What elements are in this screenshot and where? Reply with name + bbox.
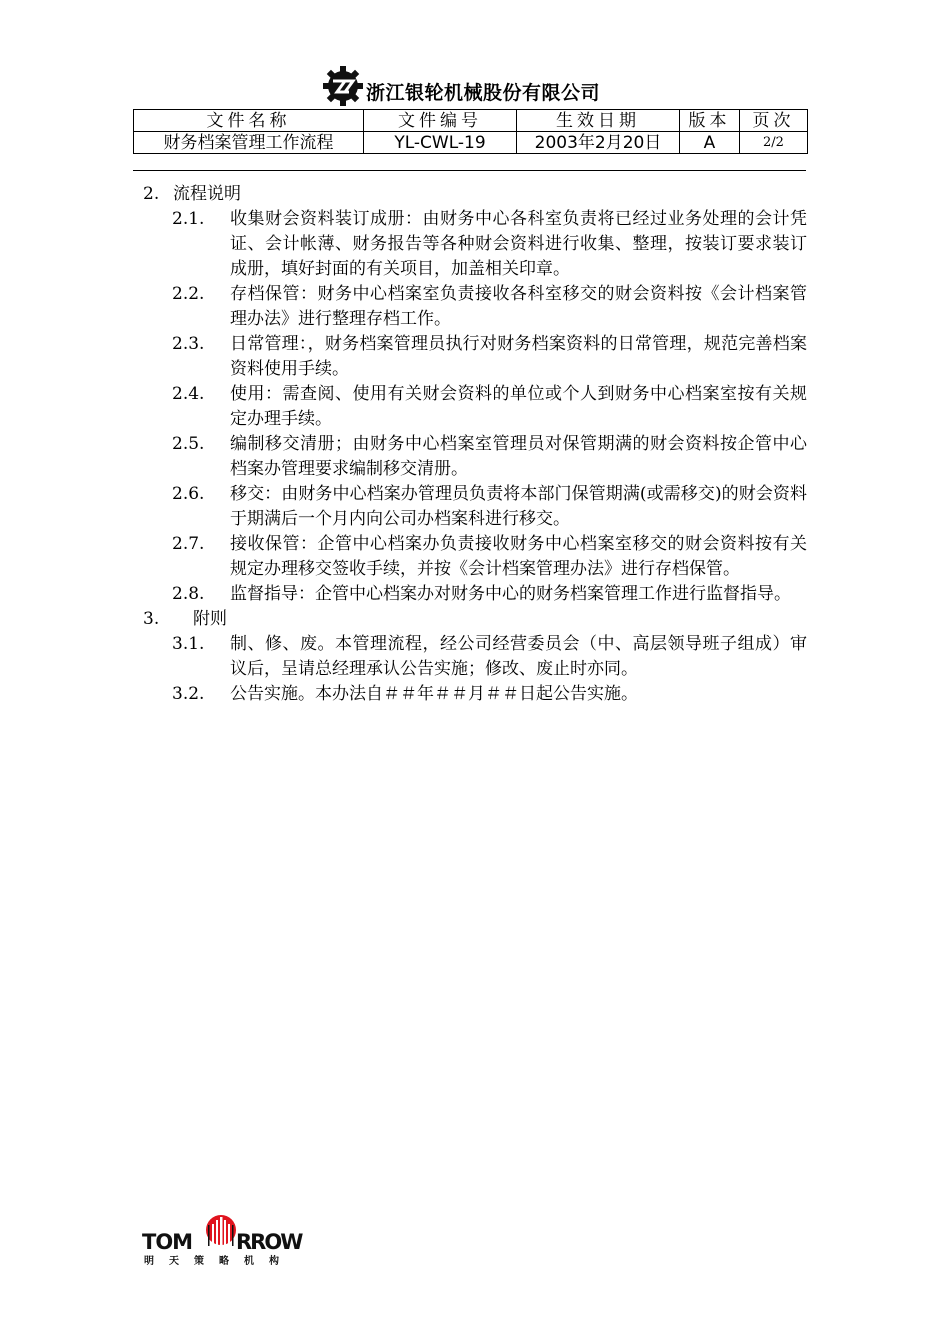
doc-info-header-cell: 生效日期 (517, 110, 680, 132)
list-item (172, 432, 807, 482)
svg-text:TOM: TOM (142, 1230, 193, 1254)
item-number: 2.7. (172, 534, 205, 554)
yinlun-company-logo-icon (322, 65, 364, 107)
effective-date-value: 2003年2月20日 (517, 132, 680, 154)
doc-title-value: 财务档案管理工作流程 (134, 132, 364, 154)
list-item (172, 682, 807, 707)
item-text: 接收保管：企管中心档案办负责接收财务中心档案室移交的财会资料按有关规定办理移交签收手续，并按《会计档案管理办法》进行存档保管。 (230, 534, 807, 579)
item-text: 编制移交清册；由财务中心档案室管理员对保管期满的财会资料按企管中心档案办管理要求编制移交清册。 (230, 434, 807, 479)
item-text: 日常管理：，财务档案管理员执行对财务档案资料的日常管理，规范完善档案资料使用手续。 (230, 334, 807, 379)
list-item (172, 632, 807, 682)
doc-info-header-cell: 文件名称 (134, 110, 364, 132)
doc-info-header-row (134, 110, 808, 132)
item-number: 3.2. (172, 684, 205, 704)
page-number-value: 2/2 (740, 132, 808, 154)
item-number: 2.3. (172, 334, 205, 354)
version-value: A (680, 132, 740, 154)
item-text: 收集财会资料装订成册：由财务中心各科室负责将已经过业务处理的会计凭证、会计帐薄、财务报告等各种财会资料进行收集、整理，按装订要求装订成册，填好封面的有关项目，加盖相关印章。 (230, 209, 807, 279)
document-info-table (133, 109, 808, 154)
list-item (172, 382, 807, 432)
item-number: 2.1. (172, 209, 205, 229)
svg-text:明天策略机构: 明天策略机构 (144, 1256, 294, 1267)
item-text: 公告实施。本办法自＃＃年＃＃月＃＃日起公告实施。 (230, 684, 638, 704)
item-text: 使用：需查阅、使用有关财会资料的单位或个人到财务中心档案室按有关规定办理手续。 (230, 384, 807, 429)
item-text: 移交：由财务中心档案办管理员负责将本部门保管期满(或需移交)的财会资料于期满后一个月内向公司办档案科进行移交。 (230, 484, 807, 529)
section-number: 2. (143, 184, 160, 204)
list-item (172, 207, 807, 282)
section-heading (0, 182, 950, 207)
section-heading (0, 607, 950, 632)
list-item (172, 282, 807, 332)
item-text: 制、修、废。本管理流程，经公司经营委员会（中、高层领导班子组成）审议后，呈请总经理承认公告实施；修改、废止时亦同。 (230, 634, 807, 679)
company-header (322, 66, 600, 106)
item-number: 2.5. (172, 434, 205, 454)
doc-info-header-cell: 页次 (740, 110, 808, 132)
list-item (172, 482, 807, 532)
list-item (172, 532, 807, 582)
company-name: 浙江银轮机械股份有限公司 (366, 81, 601, 104)
section-title: 附则 (193, 609, 227, 629)
list-item (172, 332, 807, 382)
doc-info-value-row (134, 132, 808, 154)
item-number: 3.1. (172, 634, 205, 654)
item-number: 2.2. (172, 284, 205, 304)
item-number: 2.8. (172, 584, 205, 604)
tomorrow-brand-logo-icon (142, 1212, 304, 1268)
header-rule-bottom (133, 170, 806, 171)
doc-info-header-cell: 文件编号 (364, 110, 517, 132)
item-text: 监督指导：企管中心档案办对财务中心的财务档案管理工作进行监督指导。 (230, 584, 791, 604)
document-body (0, 182, 950, 707)
section-number: 3. (143, 609, 160, 629)
item-text: 存档保管：财务中心档案室负责接收各科室移交的财会资料按《会计档案管理办法》进行整理存档工作。 (230, 284, 807, 329)
section-title: 流程说明 (173, 184, 241, 204)
svg-text:RROW: RROW (236, 1230, 302, 1254)
item-number: 2.4. (172, 384, 205, 404)
item-number: 2.6. (172, 484, 205, 504)
doc-number-value: YL-CWL-19 (364, 132, 517, 154)
doc-info-header-cell: 版本 (680, 110, 740, 132)
list-item (172, 582, 807, 607)
